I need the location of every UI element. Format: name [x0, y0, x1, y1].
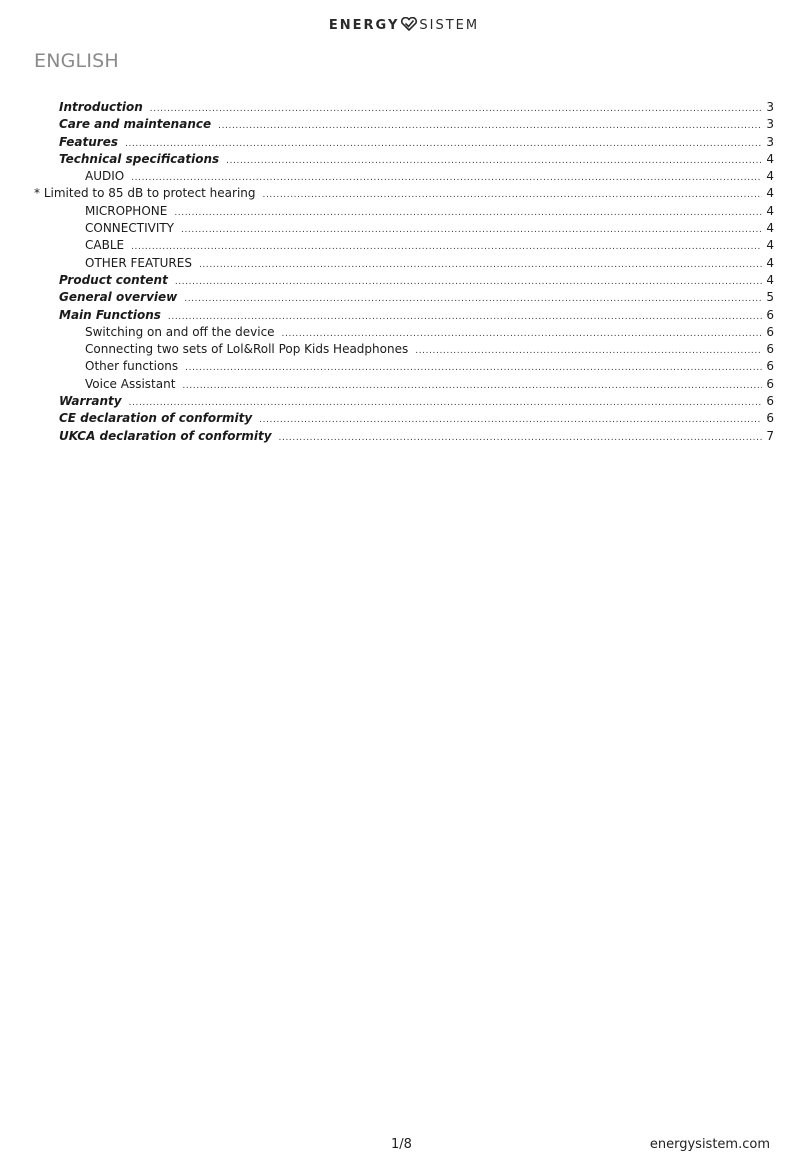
toc-entry[interactable]: [0, 220, 808, 237]
toc-entry-page: 4: [766, 169, 774, 184]
brand-name-right: SISTEM: [419, 18, 480, 33]
toc-entry-title: AUDIO: [85, 169, 125, 184]
toc-entry[interactable]: [0, 307, 808, 324]
toc-entry-title: Technical specifications: [59, 151, 220, 166]
toc-entry-page: 4: [766, 255, 774, 270]
toc-entry[interactable]: [0, 168, 808, 185]
toc-entry-page: 3: [766, 117, 774, 132]
toc-entry-page: 6: [766, 394, 774, 409]
toc-entry-page: 7: [766, 428, 774, 443]
toc-entry[interactable]: [0, 341, 808, 358]
toc-entry-title: Voice Assistant: [85, 376, 176, 391]
toc-entry[interactable]: [0, 134, 808, 151]
brand-name-left: ENERGY: [328, 18, 400, 33]
toc-entry-title: CE declaration of conformity: [59, 411, 253, 426]
toc-entry[interactable]: [0, 393, 808, 410]
toc-entry-title: UKCA declaration of conformity: [59, 428, 272, 443]
table-of-contents: [0, 99, 808, 445]
toc-entry-title: CONNECTIVITY: [85, 221, 175, 236]
toc-entry-page: 4: [766, 203, 774, 218]
toc-entry-title: Switching on and off the device: [85, 324, 275, 339]
toc-entry-title: Warranty: [59, 394, 122, 409]
toc-entry-page: 4: [766, 238, 774, 253]
toc-entry-title: OTHER FEATURES: [85, 255, 192, 270]
toc-entry[interactable]: [0, 255, 808, 272]
toc-entry-title: Care and maintenance: [59, 117, 212, 132]
toc-entry[interactable]: [0, 151, 808, 168]
toc-entry[interactable]: [0, 376, 808, 393]
heart-check-icon: [400, 17, 418, 31]
toc-entry-page: 6: [766, 411, 774, 426]
toc-entry[interactable]: [0, 428, 808, 445]
toc-entry-page: 6: [766, 324, 774, 339]
toc-entry-page: 3: [766, 134, 774, 149]
toc-entry-page: 4: [766, 221, 774, 236]
toc-entry-title: * Limited to 85 dB to protect hearing: [34, 186, 256, 201]
toc-entry-page: 6: [766, 307, 774, 322]
toc-entry-title: Connecting two sets of Lol&Roll Pop Kids Headphones: [85, 342, 409, 357]
toc-entry-title: General overview: [59, 290, 178, 305]
toc-entry[interactable]: [0, 410, 808, 427]
page-indicator: 1/8: [391, 1137, 412, 1152]
toc-entry-page: 6: [766, 376, 774, 391]
toc-entry[interactable]: [0, 324, 808, 341]
toc-entry[interactable]: [0, 116, 808, 133]
toc-entry-title: Other functions: [85, 359, 179, 374]
toc-entry-page: 6: [766, 359, 774, 374]
dot-leader: [279, 430, 763, 447]
toc-entry[interactable]: [0, 99, 808, 116]
toc-entry[interactable]: [0, 203, 808, 220]
toc-entry[interactable]: [0, 185, 808, 202]
toc-entry[interactable]: [0, 237, 808, 254]
toc-entry-title: Main Functions: [59, 307, 161, 322]
toc-entry[interactable]: [0, 358, 808, 375]
brand-logo: [0, 17, 808, 35]
website-link[interactable]: energysistem.com: [649, 1137, 770, 1152]
toc-entry-title: CABLE: [85, 238, 125, 253]
toc-entry-page: 5: [766, 290, 774, 305]
language-heading: ENGLISH: [34, 50, 119, 72]
toc-entry-page: 4: [766, 151, 774, 166]
toc-entry[interactable]: [0, 272, 808, 289]
toc-entry-title: Introduction: [59, 100, 143, 114]
toc-entry-title: Features: [59, 134, 118, 149]
toc-entry-page: 4: [766, 272, 774, 287]
toc-entry-page: 6: [766, 342, 774, 357]
toc-entry-page: 4: [766, 186, 774, 201]
toc-entry-title: Product content: [59, 272, 168, 287]
toc-entry-page: 3: [766, 100, 774, 114]
toc-entry-title: MICROPHONE: [85, 203, 168, 218]
toc-entry[interactable]: [0, 289, 808, 306]
